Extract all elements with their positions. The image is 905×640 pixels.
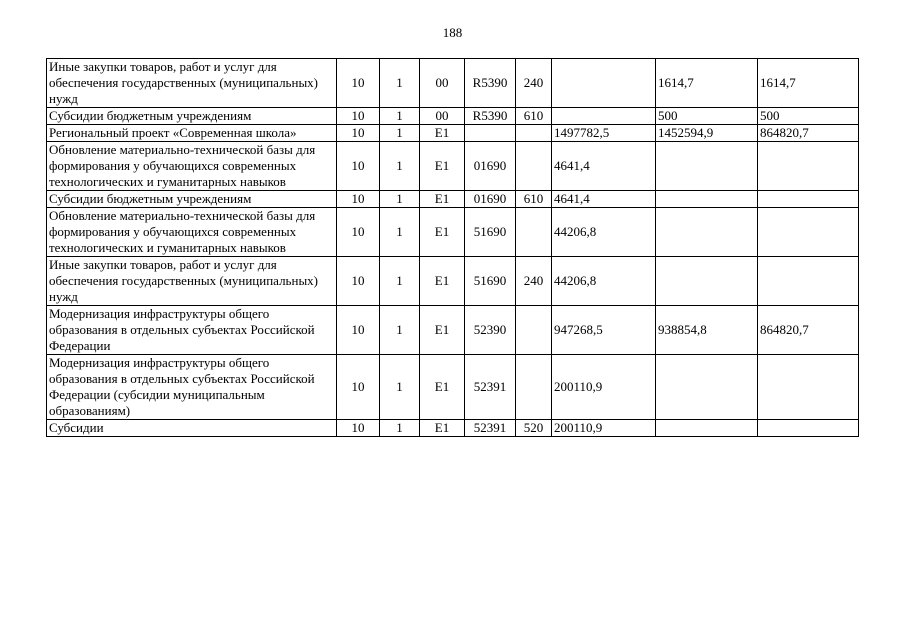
amount-year1-cell: 947268,5 xyxy=(552,306,656,355)
amount-year3-cell xyxy=(758,355,859,420)
amount-year1-cell: 4641,4 xyxy=(552,191,656,208)
direction-code-cell: 01690 xyxy=(465,191,516,208)
program-code-cell: E1 xyxy=(420,125,465,142)
expense-type-cell: 520 xyxy=(516,420,552,437)
amount-year2-cell xyxy=(656,142,758,191)
subsection-code-cell: 1 xyxy=(380,191,420,208)
direction-code-cell: 52390 xyxy=(465,306,516,355)
amount-year3-cell: 864820,7 xyxy=(758,306,859,355)
amount-year2-cell: 938854,8 xyxy=(656,306,758,355)
section-code-cell: 10 xyxy=(337,125,380,142)
direction-code-cell: R5390 xyxy=(465,108,516,125)
table-row xyxy=(47,59,859,108)
section-code-cell: 10 xyxy=(337,191,380,208)
amount-year1-cell xyxy=(552,108,656,125)
section-code-cell: 10 xyxy=(337,257,380,306)
section-code-cell: 10 xyxy=(337,142,380,191)
expense-type-cell xyxy=(516,142,552,191)
subsection-code-cell: 1 xyxy=(380,306,420,355)
section-code-cell: 10 xyxy=(337,59,380,108)
program-code-cell: 00 xyxy=(420,108,465,125)
amount-year2-cell xyxy=(656,208,758,257)
expense-type-cell: 610 xyxy=(516,108,552,125)
amount-year3-cell xyxy=(758,191,859,208)
amount-year2-cell: 500 xyxy=(656,108,758,125)
subsection-code-cell: 1 xyxy=(380,142,420,191)
row-name-cell: Обновление материально-технической базы для формирования у обучающихся современных технологических и гуманитарных навыков xyxy=(47,208,337,257)
page-number: 188 xyxy=(442,25,463,40)
table-row xyxy=(47,142,859,191)
program-code-cell: E1 xyxy=(420,191,465,208)
section-code-cell: 10 xyxy=(337,208,380,257)
direction-code-cell: 51690 xyxy=(465,208,516,257)
program-code-cell: E1 xyxy=(420,257,465,306)
amount-year3-cell: 1614,7 xyxy=(758,59,859,108)
amount-year3-cell xyxy=(758,208,859,257)
table-row xyxy=(47,257,859,306)
amount-year1-cell: 44206,8 xyxy=(552,257,656,306)
amount-year1-cell: 4641,4 xyxy=(552,142,656,191)
row-name-cell: Иные закупки товаров, работ и услуг для обеспечения государственных (муниципальных) нужд xyxy=(47,59,337,108)
expense-type-cell: 240 xyxy=(516,257,552,306)
section-code-cell: 10 xyxy=(337,306,380,355)
direction-code-cell: 52391 xyxy=(465,355,516,420)
amount-year3-cell xyxy=(758,420,859,437)
direction-code-cell: 01690 xyxy=(465,142,516,191)
direction-code-cell: 52391 xyxy=(465,420,516,437)
expense-type-cell xyxy=(516,306,552,355)
row-name-cell: Модернизация инфраструктуры общего образования в отдельных субъектах Российской Федерации (субсидии муниципальным образованиям) xyxy=(47,355,337,420)
subsection-code-cell: 1 xyxy=(380,208,420,257)
table-row xyxy=(47,420,859,437)
amount-year2-cell xyxy=(656,355,758,420)
expense-type-cell xyxy=(516,125,552,142)
amount-year2-cell: 1614,7 xyxy=(656,59,758,108)
direction-code-cell: 51690 xyxy=(465,257,516,306)
amount-year1-cell xyxy=(552,59,656,108)
program-code-cell: E1 xyxy=(420,306,465,355)
section-code-cell: 10 xyxy=(337,355,380,420)
amount-year2-cell xyxy=(656,191,758,208)
row-name-cell: Субсидии бюджетным учреждениям xyxy=(47,108,337,125)
amount-year3-cell: 500 xyxy=(758,108,859,125)
table-row xyxy=(47,208,859,257)
program-code-cell: E1 xyxy=(420,420,465,437)
budget-table xyxy=(46,58,859,437)
amount-year1-cell: 200110,9 xyxy=(552,420,656,437)
amount-year3-cell: 864820,7 xyxy=(758,125,859,142)
expense-type-cell: 240 xyxy=(516,59,552,108)
direction-code-cell: R5390 xyxy=(465,59,516,108)
row-name-cell: Обновление материально-технической базы для формирования у обучающихся современных технологических и гуманитарных навыков xyxy=(47,142,337,191)
subsection-code-cell: 1 xyxy=(380,59,420,108)
subsection-code-cell: 1 xyxy=(380,420,420,437)
expense-type-cell: 610 xyxy=(516,191,552,208)
subsection-code-cell: 1 xyxy=(380,108,420,125)
amount-year2-cell xyxy=(656,420,758,437)
program-code-cell: E1 xyxy=(420,142,465,191)
row-name-cell: Иные закупки товаров, работ и услуг для обеспечения государственных (муниципальных) нужд xyxy=(47,257,337,306)
row-name-cell: Региональный проект «Современная школа» xyxy=(47,125,337,142)
amount-year2-cell: 1452594,9 xyxy=(656,125,758,142)
table-row xyxy=(47,306,859,355)
program-code-cell: E1 xyxy=(420,208,465,257)
amount-year2-cell xyxy=(656,257,758,306)
table-row xyxy=(47,191,859,208)
table-row xyxy=(47,355,859,420)
section-code-cell: 10 xyxy=(337,108,380,125)
table-row xyxy=(47,108,859,125)
program-code-cell: 00 xyxy=(420,59,465,108)
amount-year1-cell: 1497782,5 xyxy=(552,125,656,142)
amount-year3-cell xyxy=(758,142,859,191)
row-name-cell: Субсидии xyxy=(47,420,337,437)
direction-code-cell xyxy=(465,125,516,142)
subsection-code-cell: 1 xyxy=(380,125,420,142)
subsection-code-cell: 1 xyxy=(380,257,420,306)
amount-year1-cell: 200110,9 xyxy=(552,355,656,420)
program-code-cell: E1 xyxy=(420,355,465,420)
expense-type-cell xyxy=(516,355,552,420)
row-name-cell: Субсидии бюджетным учреждениям xyxy=(47,191,337,208)
expense-type-cell xyxy=(516,208,552,257)
subsection-code-cell: 1 xyxy=(380,355,420,420)
amount-year3-cell xyxy=(758,257,859,306)
table-row xyxy=(47,125,859,142)
amount-year1-cell: 44206,8 xyxy=(552,208,656,257)
section-code-cell: 10 xyxy=(337,420,380,437)
row-name-cell: Модернизация инфраструктуры общего образования в отдельных субъектах Российской Федерации xyxy=(47,306,337,355)
